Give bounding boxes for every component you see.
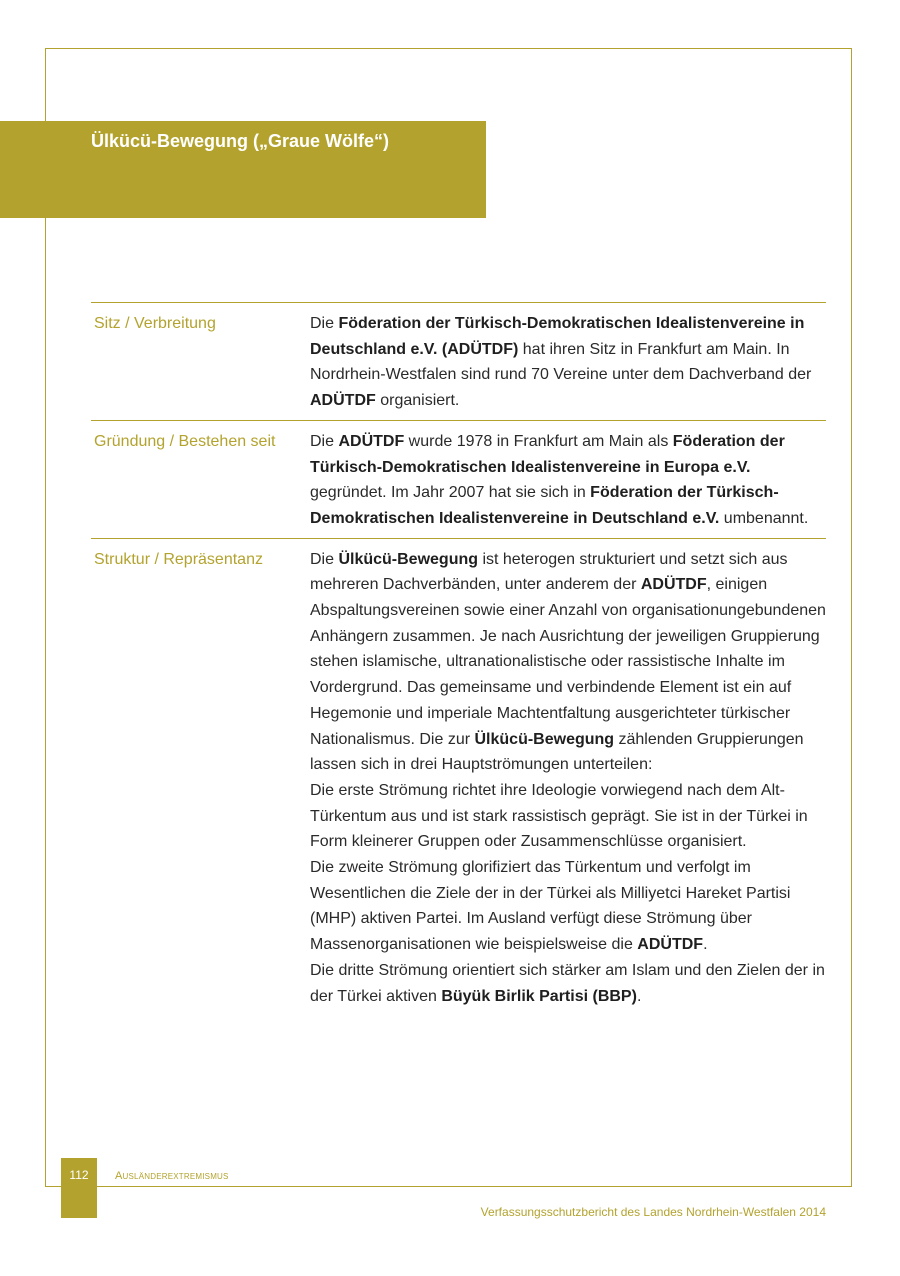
row-content — [310, 429, 826, 532]
text: Die erste Strömung richtet ihre Ideologie vorwiegend nach dem Alt-Türkentum aus und ist stark rassistisch geprägt. Sie ist in der Türkei in Form kleinerer Gruppen oder Zusammenschlüsse organisiert. — [310, 781, 808, 851]
bold-text: Büyük Birlik Partisi (BBP) — [441, 987, 637, 1005]
row-content — [310, 311, 826, 414]
text: ist heterogen strukturiert und setzt sich aus mehreren Dachverbänden, unter anderem der — [310, 550, 788, 594]
text: organisiert. — [375, 392, 460, 410]
bold-text: Föderation der Türkisch-Demokratischen Idealistenvereine in Europa e.V. — [310, 432, 785, 476]
page-number: 112 — [69, 1168, 89, 1182]
table-row — [91, 421, 826, 539]
bold-text: Föderation der Türkisch-Demokratischen Idealistenvereine in Deutschland e.V. (ADÜTDF) — [310, 315, 805, 358]
text: Die — [310, 432, 339, 450]
table-row — [91, 539, 826, 1016]
text: zählenden Gruppierungen lassen sich in drei Hauptströmungen unterteilen: — [310, 730, 804, 774]
row-label: Struktur / Repräsentanz — [94, 550, 263, 568]
page-title: Ülkücü-Bewegung („Graue Wölfe“) — [91, 131, 390, 151]
row-content — [310, 547, 826, 1010]
info-table — [91, 302, 826, 1015]
text: . — [703, 936, 708, 954]
bold-text: Ülkücü-Bewegung — [338, 550, 479, 568]
row-label: Sitz / Verbreitung — [94, 315, 216, 332]
bold-text: Ülkücü-Bewegung — [474, 730, 615, 748]
bold-text: ADÜTDF — [640, 576, 707, 594]
text: wurde 1978 in Frankfurt am Main als — [404, 432, 673, 450]
text: . — [636, 987, 642, 1005]
text: gegründet. Im Jahr 2007 hat sie sich in — [310, 484, 591, 502]
text: Die dritte Strömung orientiert sich stärker am Islam und den Zielen der in der Türkei aktiven — [310, 961, 825, 1005]
bold-text: ADÜTDF — [637, 936, 704, 954]
text: Die — [310, 550, 339, 568]
text: umbenannt. — [719, 509, 809, 527]
bold-text: Föderation der Türkisch- Demokratischen Idealistenvereine in Deutschland e.V. — [310, 484, 779, 527]
table-row — [91, 303, 826, 421]
text: , einigen Abspaltungsvereinen sowie einer Anzahl von organisationungebundenen Anhängern zusammen. Je nach Ausrichtung der jeweiligen Gruppierung stehen islamische, ultranationalistische oder rassistische Inhalte im Vordergrund. Das gemeinsame und verbindende Element ist ein auf Hegemonie und imperiale Machtentfaltung ausgerichteter türkischer Nationalismus. Die zur — [310, 576, 826, 748]
bold-text: ADÜTDF — [338, 432, 405, 450]
text: Die zweite Strömung glorifiziert das Türkentum und verfolgt im Wesentlichen die Ziele der in der Türkei als Milliyetci Hareket Partisi (MHP) aktiven Partei. Im Ausland verfügt diese Strömung über Massenorganisationen wie beispielsweise die — [310, 859, 791, 954]
text: Die — [310, 315, 339, 332]
report-title: Verfassungsschutzbericht des Landes Nordrhein-Westfalen 2014 — [480, 1205, 826, 1219]
row-label: Gründung / Bestehen seit — [94, 432, 276, 450]
text: hat ihren Sitz in Frankfurt am Main. In Nordrhein-Westfalen sind rund 70 Vereine unter dem Dachverband der — [310, 340, 812, 384]
bold-text: ADÜTDF — [310, 392, 376, 410]
section-name: Ausländerextremismus — [115, 1170, 229, 1182]
